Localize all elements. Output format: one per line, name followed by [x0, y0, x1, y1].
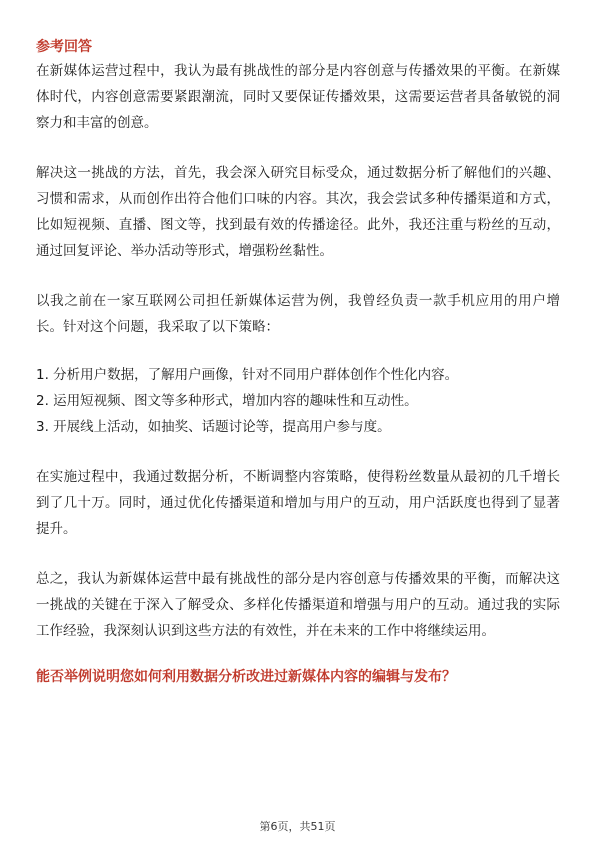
page-number: 第6页，共51页	[259, 820, 336, 833]
paragraph-example: 以我之前在一家互联网公司担任新媒体运营为例，我曾经负责一款手机应用的用户增长。针对这个问题，我采取了以下策略：	[36, 293, 560, 335]
section-heading: 参考回答	[36, 39, 92, 55]
paragraph-summary: 总之，我认为新媒体运营中最有挑战性的部分是内容创意与传播效果的平衡，而解决这一挑战的关键在于深入了解受众、多样化传播渠道和增强与用户的互动。通过我的实际工作经验，我深刻认识到这些方法的有效性，并在未来的工作中将继续运用。	[36, 571, 560, 639]
list-item: 1. 分析用户数据，了解用户画像，针对不同用户群体创作个性化内容。	[36, 367, 459, 383]
next-question: 能否举例说明您如何利用数据分析改进过新媒体内容的编辑与发布？	[36, 669, 456, 685]
paragraph-result: 在实施过程中，我通过数据分析，不断调整内容策略，使得粉丝数量从最初的几千增长到了几十万。同时，通过优化传播渠道和增加与用户的互动，用户活跃度也得到了显著提升。	[36, 469, 560, 537]
list-item: 2. 运用短视频、图文等多种形式，增加内容的趣味性和互动性。	[36, 393, 418, 409]
document-page	[36, 36, 560, 688]
list-item: 3. 开展线上活动，如抽奖、话题讨论等，提高用户参与度。	[36, 419, 391, 435]
paragraph-solution: 解决这一挑战的方法，首先，我会深入研究目标受众，通过数据分析了解他们的兴趣、习惯和需求，从而创作出符合他们口味的内容。其次，我会尝试多种传播渠道和方式，比如短视频、直播、图文等，找到最有效的传播途径。此外，我还注重与粉丝的互动，通过回复评论、举办活动等形式，增强粉丝黏性。	[36, 165, 560, 259]
paragraph-intro: 在新媒体运营过程中，我认为最有挑战性的部分是内容创意与传播效果的平衡。在新媒体时代，内容创意需要紧跟潮流，同时又要保证传播效果，这需要运营者具备敏锐的洞察力和丰富的创意。	[36, 63, 560, 131]
